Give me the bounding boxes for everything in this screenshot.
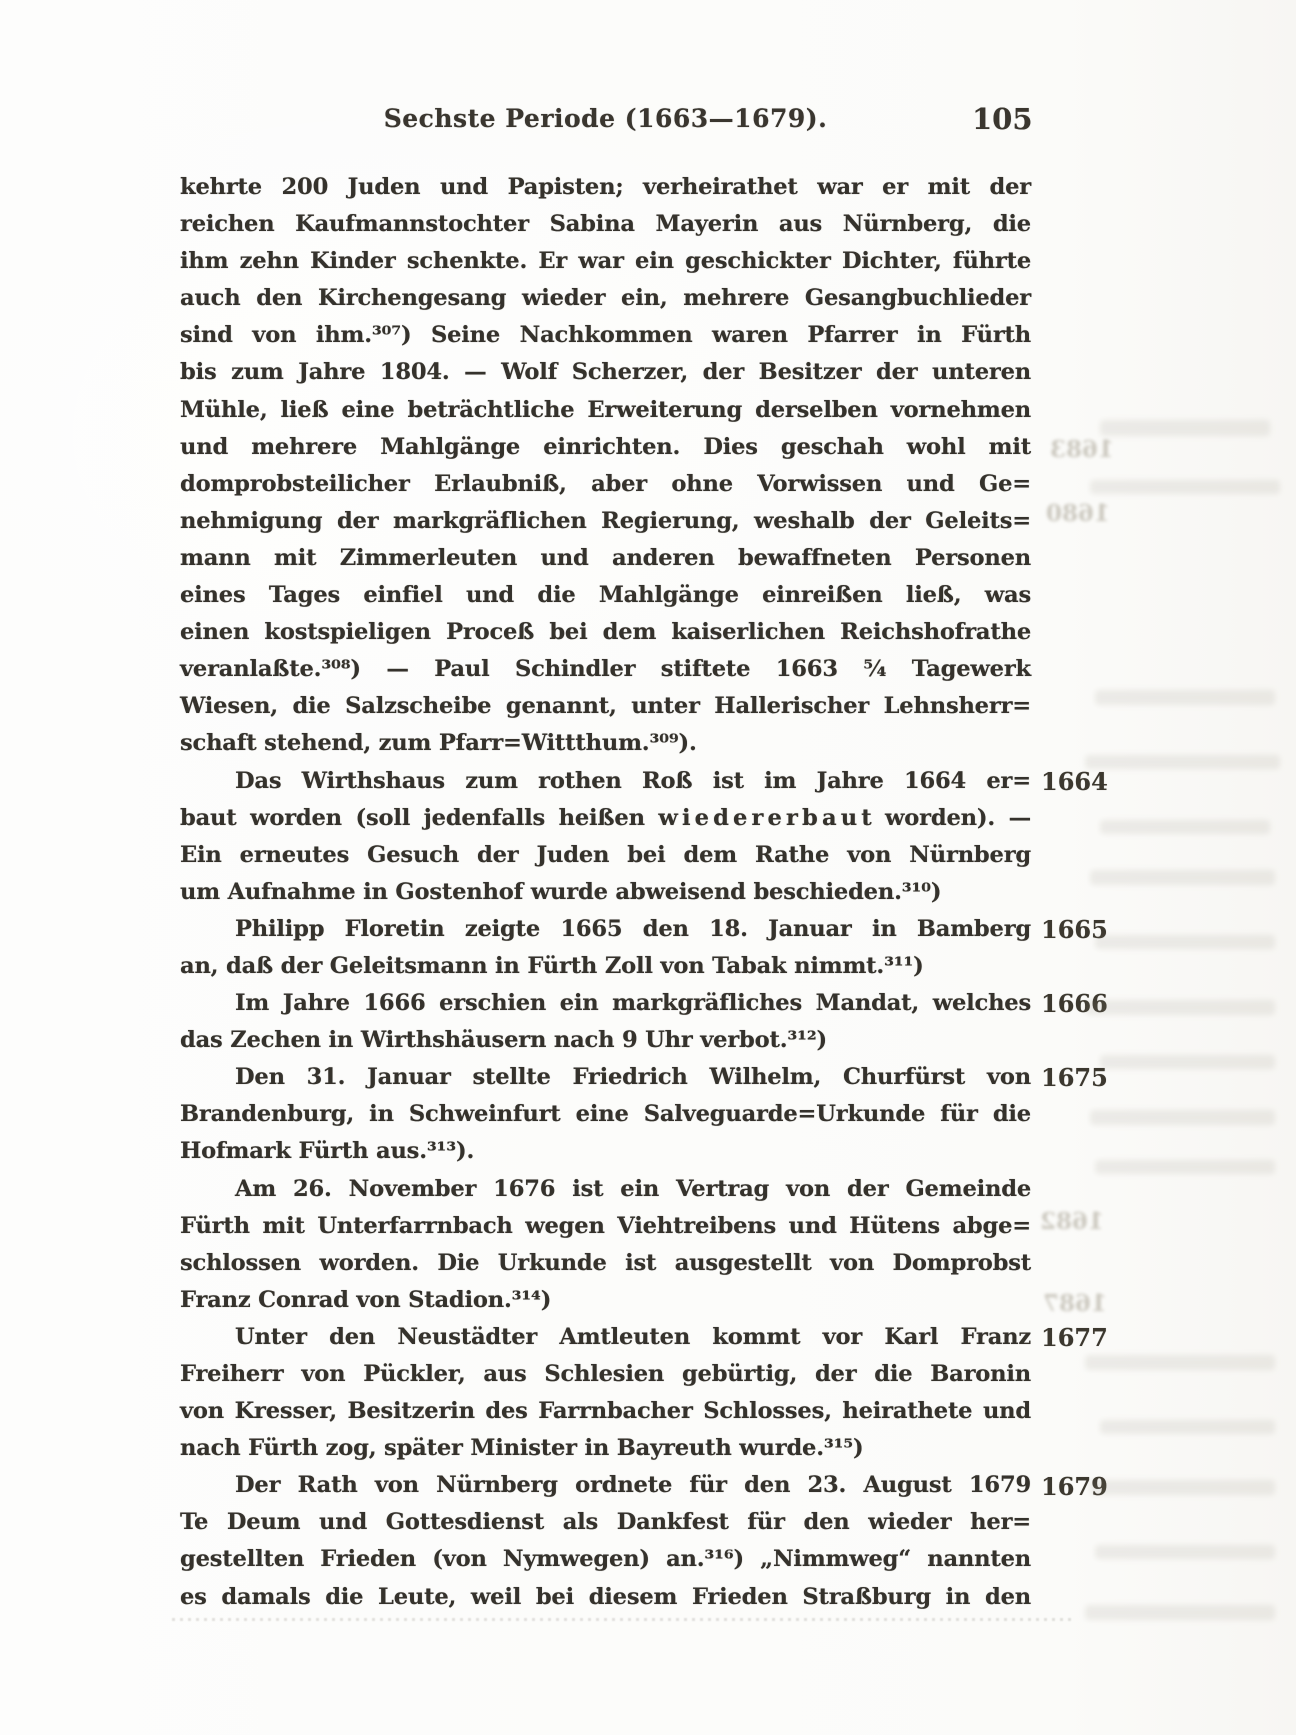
running-head <box>180 104 1031 144</box>
text-line: veranlaßte.³⁰⁸) — Paul Schindler stiftete 1663 ⁵⁄₄ Tagewerk <box>180 656 1031 683</box>
margin-year: 1679 <box>1041 1471 1108 1501</box>
text-line: Franz Conrad von Stadion.³¹⁴) <box>180 1286 552 1313</box>
show-through-smudge <box>1090 870 1275 885</box>
text-line: mann mit Zimmerleuten und anderen bewaffneten Personen <box>180 544 1031 571</box>
text-line: und mehrere Mahlgänge einrichten. Dies geschah wohl mit <box>180 433 1031 460</box>
text-line: schlossen worden. Die Urkunde ist ausgestellt von Domprobst <box>180 1249 1031 1276</box>
text-line: von Kresser, Besitzerin des Farrnbacher Schlosses, heirathete und <box>180 1398 1031 1425</box>
show-through-smudge <box>1095 1160 1275 1174</box>
text-line: Brandenburg, in Schweinfurt eine Salveguarde=Urkunde für die <box>180 1101 1031 1128</box>
text-line: Mühle, ließ eine beträchtliche Erweiterung derselben vornehmen <box>180 396 1031 423</box>
show-through-smudge <box>1090 480 1280 494</box>
text-line: Wiesen, die Salzscheibe genannt, unter Hallerischer Lehnsherr= <box>180 693 1031 720</box>
scan-artifact-line <box>172 1618 1072 1621</box>
text-line: ihm zehn Kinder schenkte. Er war ein geschickter Dichter, führte <box>180 248 1031 275</box>
text-line: schaft stehend, zum Pfarr=Wittthum.³⁰⁹). <box>180 730 697 757</box>
margin-year: 1675 <box>1041 1063 1108 1093</box>
text-line: Philipp Floretin zeigte 1665 den 18. Januar in Bamberg <box>235 915 1031 942</box>
show-through-smudge <box>1095 935 1275 949</box>
show-through-smudge <box>1100 1420 1275 1434</box>
text-line: um Aufnahme in Gostenhof wurde abweisend beschieden.³¹⁰) <box>180 878 942 905</box>
show-through-ghost-year: 1687 <box>1043 1290 1108 1317</box>
text-line: Das Wirthshaus zum rothen Roß ist im Jahre 1664 er= <box>235 767 1031 794</box>
text-line: Ein erneutes Gesuch der Juden bei dem Rathe von Nürnberg <box>180 841 1031 868</box>
text-line: Der Rath von Nürnberg ordnete für den 23. August 1679 <box>235 1472 1031 1499</box>
show-through-ghost-year: 1682 <box>1040 1208 1105 1235</box>
text-line: Den 31. Januar stellte Friedrich Wilhelm, Churfürst von <box>235 1064 1031 1091</box>
text-line: Freiherr von Pückler, aus Schlesien gebürtig, der die Baronin <box>180 1361 1031 1387</box>
text-line: gestellten Frieden (von Nymwegen) an.³¹⁶) „Nimmweg“ nannten <box>180 1546 1031 1573</box>
show-through-smudge <box>1090 1110 1275 1125</box>
margin-year: 1664 <box>1041 766 1108 796</box>
show-through-smudge <box>1100 820 1270 834</box>
text-line: Fürth mit Unterfarrnbach wegen Viehtreibens und Hütens abge= <box>180 1212 1031 1239</box>
text-line: sind von ihm.³⁰⁷) Seine Nachkommen waren Pfarrer in Fürth <box>180 322 1031 349</box>
text-line: bis zum Jahre 1804. — Wolf Scherzer, der Besitzer der unteren <box>180 359 1031 386</box>
text-line: Im Jahre 1666 erschien ein markgräfliches Mandat, welches <box>235 990 1031 1017</box>
text-line: Am 26. November 1676 ist ein Vertrag von der Gemeinde <box>235 1175 1031 1202</box>
show-through-ghost-year: 1680 <box>1046 500 1111 527</box>
text-line: an, daß der Geleitsmann in Fürth Zoll von Tabak nimmt.³¹¹) <box>180 952 924 979</box>
show-through-ghost-year: 1683 <box>1050 436 1115 463</box>
text-line: Unter den Neustädter Amtleuten kommt vor Karl Franz <box>235 1323 1031 1350</box>
show-through-smudge <box>1090 1480 1275 1495</box>
text-line: auch den Kirchengesang wieder ein, mehrere Gesangbuchlieder <box>180 285 1031 312</box>
show-through-smudge <box>1095 1545 1275 1559</box>
text-line: kehrte 200 Juden und Papisten; verheirathet war er mit der <box>180 174 1031 200</box>
page-header-title: Sechste Periode (1663—1679). <box>383 104 828 133</box>
text-line: es damals die Leute, weil bei diesem Frieden Straßburg in den <box>180 1583 1031 1610</box>
margin-year: 1665 <box>1041 915 1108 944</box>
text-line: eines Tages einfiel und die Mahlgänge einreißen ließ, was <box>180 582 1031 609</box>
show-through-smudge <box>1085 1355 1275 1370</box>
text-line: einen kostspieligen Proceß bei dem kaiserlichen Reichshofrathe <box>180 619 1031 646</box>
text-line: nehmigung der markgräflichen Regierung, weshalb der Geleits= <box>180 507 1031 534</box>
body-text <box>180 169 1031 1616</box>
show-through-smudge <box>1100 1055 1275 1069</box>
text-line: reichen Kaufmannstochter Sabina Mayerin aus Nürnberg, die <box>180 211 1031 238</box>
text-line: Te Deum und Gottesdienst als Dankfest für den wieder her= <box>180 1509 1031 1536</box>
text-line: das Zechen in Wirthshäusern nach 9 Uhr verbot.³¹²) <box>180 1027 828 1054</box>
text-line: domprobsteilicher Erlaubniß, aber ohne Vorwissen und Ge= <box>180 470 1031 497</box>
show-through-smudge <box>1085 1000 1275 1015</box>
page-number: 105 <box>972 102 1033 136</box>
text-line: nach Fürth zog, später Minister in Bayreuth wurde.³¹⁵) <box>180 1435 864 1462</box>
margin-year: 1666 <box>1041 989 1108 1019</box>
show-through-smudge <box>1085 1605 1275 1620</box>
show-through-smudge <box>1100 420 1270 436</box>
show-through-smudge <box>1095 690 1275 705</box>
margin-year: 1677 <box>1041 1323 1108 1353</box>
show-through-smudge <box>1085 755 1280 769</box>
text-line: Hofmark Fürth aus.³¹³). <box>180 1138 475 1165</box>
text-line: baut worden (soll jedenfalls heißen w i e d e r e r b a u t worden). — <box>180 804 1031 831</box>
